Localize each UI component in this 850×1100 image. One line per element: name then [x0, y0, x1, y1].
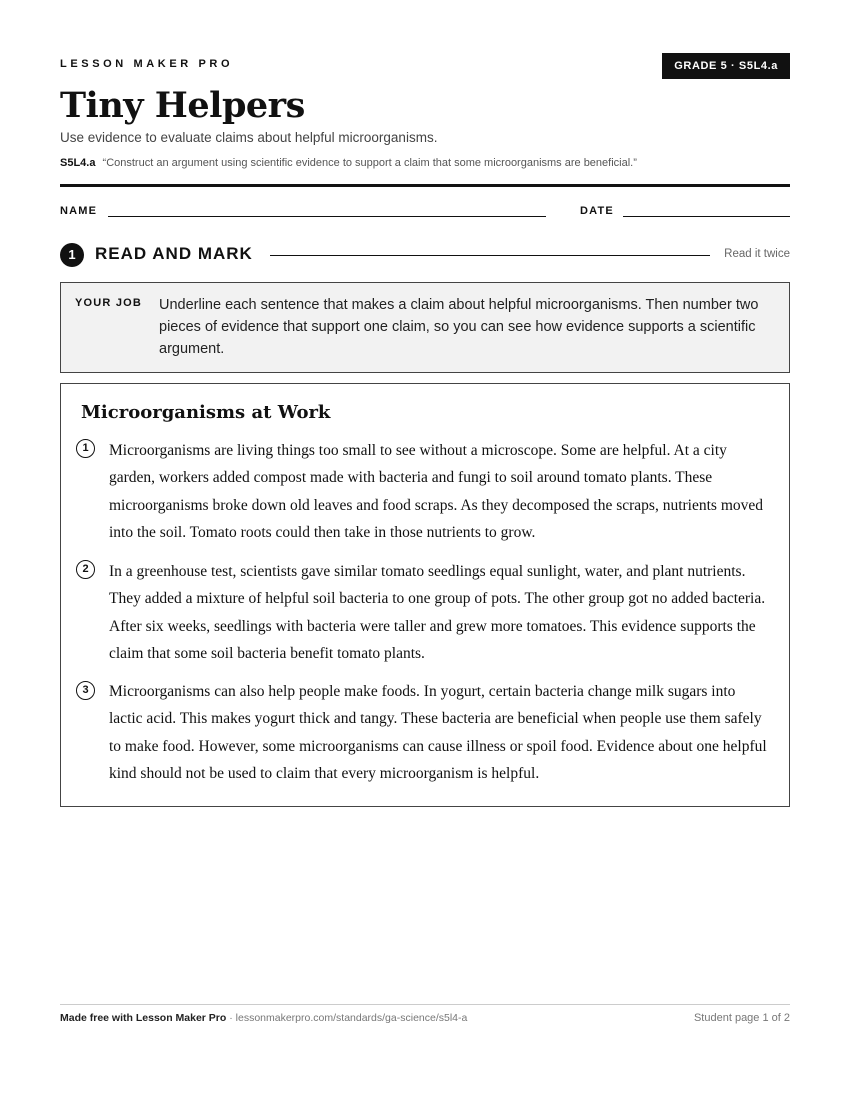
date-label: DATE — [580, 205, 614, 217]
paragraph-number: 2 — [76, 560, 95, 579]
date-field[interactable] — [623, 216, 790, 217]
reading-title: Microorganisms at Work — [81, 402, 331, 423]
page-indicator: Student page 1 of 2 — [693, 1012, 790, 1024]
section-note: Read it twice — [724, 248, 790, 260]
footer-divider — [60, 1004, 790, 1005]
worksheet-page — [60, 0, 790, 1100]
section-title: READ AND MARK — [95, 244, 253, 263]
page-title: Tiny Helpers — [60, 85, 305, 126]
paragraph-number: 1 — [76, 439, 95, 458]
reading-passage — [60, 383, 790, 807]
page-subtitle: Use evidence to evaluate claims about helpful microorganisms. — [60, 130, 438, 145]
your-job-text: Underline each sentence that makes a claim about helpful microorganisms. Then number two pieces of evidence that support one claim, so you can see how evidence supports a scientific argument. — [159, 297, 759, 357]
brand-name: LESSON MAKER PRO — [60, 58, 234, 70]
your-job-label: YOUR JOB — [75, 297, 143, 309]
footer-brand: Made free with Lesson Maker Pro — [60, 1012, 227, 1024]
name-label: NAME — [60, 205, 98, 217]
paragraph-text: Microorganisms can also help people make foods. In yogurt, certain bacteria change milk sugars into lactic acid. This makes yogurt thick and tangy. These bacteria are beneficial when people use them safely to make food. However, some microorganisms can cause illness or spoil food. Evidence about one helpful kind should not be used to claim that every microorganism is helpful. — [109, 683, 767, 782]
paragraph-text: Microorganisms are living things too small to see without a microscope. Some are helpful. At a city garden, workers added compost made with bacteria and fungi to soil around tomato plants. These microorganisms broke down old leaves and food scraps. As they decomposed the scraps, nutrients moved into the soil. Tomato roots could then take in those nutrients to grow. — [109, 442, 764, 541]
name-field[interactable] — [108, 216, 546, 217]
paragraph-text: In a greenhouse test, scientists gave similar tomato seedlings equal sunlight, water, and plant nutrients. They added a mixture of helpful soil bacteria to one group of pots. The other group got no added bacteria. After six weeks, seedlings with bacteria were taller and grew more tomatoes. This evidence supports the claim that some soil bacteria benefit tomato plants. — [109, 563, 766, 662]
grade-badge: GRADE 5 · S5L4.a — [662, 53, 790, 79]
footer-credit — [60, 1012, 467, 1024]
section-number-badge: 1 — [60, 243, 84, 267]
standard-line — [60, 157, 637, 169]
footer-separator: · — [226, 1012, 236, 1024]
standard-code: S5L4.a — [60, 157, 96, 169]
section-divider — [270, 255, 710, 256]
standard-text: “Construct an argument using scientific evidence to support a claim that some microorganisms are beneficial.” — [102, 157, 637, 169]
header-divider — [60, 184, 790, 187]
your-job-box — [60, 282, 790, 373]
paragraph-number: 3 — [76, 681, 95, 700]
footer-url[interactable]: lessonmakerpro.com/standards/ga-science/s5l4-a — [235, 1012, 468, 1024]
